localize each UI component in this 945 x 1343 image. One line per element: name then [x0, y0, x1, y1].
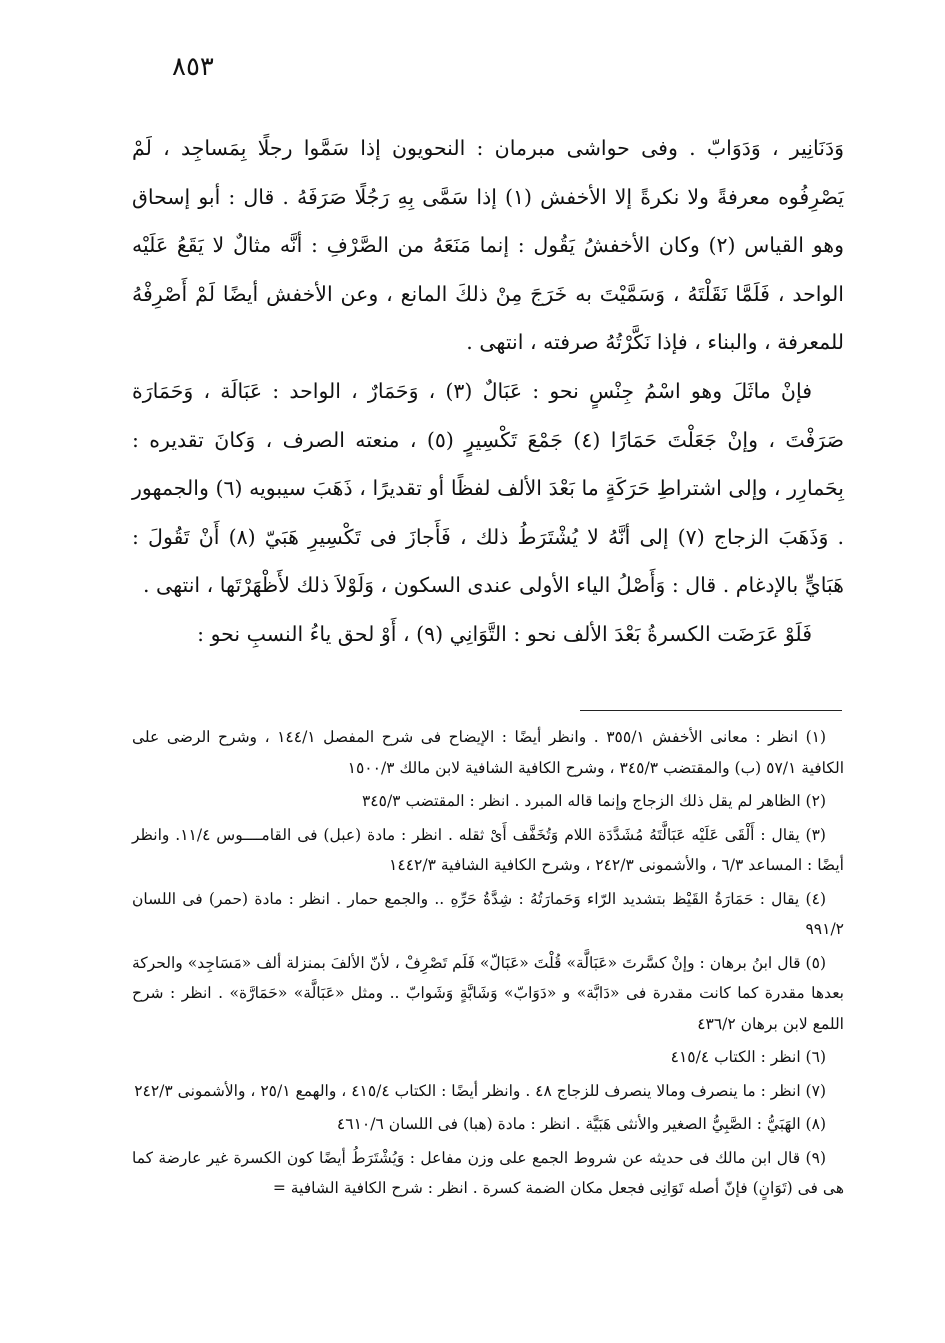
footnote-7: (٧) انظر : ما ينصرف ومالا ينصرف للزجاج ٤٨ . وانظر أيضًا : الكتاب ٤١٥/٤ ، والهمع ٢٥/١ ، والأشمونى ٢٤٢/٣ [134, 1081, 826, 1100]
footnote-5: (٥) قال ابنُ برهان : وإنْ كسَّرتَ «عَبَالَّة» قُلْتَ «عَبَالّ» فَلَم تَصْرِفْ ، لأنّ الألفَ بمنزلة ألف «مَسَاجِد» والحركة بعدها مقدرة كما كانت مقدرة فى «دَابَّة» و «دَوَابّ» وَشَابَّةٍ وَشَوابّ .. ومثل «عَبَالَّة» «حَمَارَّة» . انظر : شرح اللمع لابن برهان ٤٣٦/٢ [132, 953, 844, 1033]
footnote-8: (٨) الهَبَيُّ : الصَّبِيُّ الصغير والأنثى هَبَيَّة . انظر : مادة (هبا) فى اللسان ٤٦١٠/٦ [336, 1115, 826, 1133]
footnote-6: (٦) انظر : الكتاب ٤١٥/٤ [670, 1048, 826, 1066]
footnote-3: (٣) يقال : أَلْقَى عَلَيْه عَبَالَّتَهُ مُشَدَّدَة اللام وَتُخَفَّف أَىْ ثقله . انظر : مادة (عبل) فى القامــــوس ١١/٤. وانظر أيضًا : المساعد ٦/٣ ، والأشمونى ٢٤٢/٣ ، وشرح الكافية الشافية ١٤٤٢/٣ [132, 825, 844, 874]
main-text [132, 124, 844, 659]
footnote-2: (٢) الظاهر لم يقل ذلك الزجاج وإنما قاله المبرد . انظر : المقتضب ٣٤٥/٣ [361, 792, 826, 810]
page-number: ٨٥٣ [172, 52, 214, 82]
body-paragraph: فإنْ ماثَلَ وهو اسْمُ جِنْسٍ نحو : عَبَالٌ (٣) ، وَحَمَارٌ ، الواحد : عَبَالَة ، وَحَمَارَة صَرَفْتَ ، وإنْ جَعَلْتَ حَمَارًا (٤) جَمْعَ تَكْسِيرٍ (٥) ، منعته الصرف ، وَكانَ تقديره : بِحَمارِر ، وإلى اشتراطِ حَرَكَةٍ ما بَعْدَ الألف لفظًا أو تقديرًا ، ذَهَبَ سيبويه (٦) والجمهور . وَذَهَبَ الزجاج (٧) إلى أنَّهُ لا يُشْتَرَطُ ذلك ، فَأَجازَ فى تَكْسِيرِ هَبَيّ (٨) أَنْ تَقُولَ : هَبَايٍّ بالإدغام . قال : وَأَصْلُ الياء الأولى عندى السكون ، وَلَوْلاَ ذلك لأَظْهَرْتَها ، انتهى . [132, 378, 844, 598]
body-paragraph: وَدَنَانِير ، وَدَوَابّ . وفى حواشى مبرمان : النحويون إذا سَمَّوا رجلًا بِمَساجِد ، لَمْ يَصْرِفُوه معرفةً ولا نكرةً إلا الأخفش (١) إذا سَمَّى بِهِ رَجُلًا صَرَفَهُ . قال : أبو إسحاق وهو القياس (٢) وكان الأخفشُ يَقُول : إنما مَنَعَهُ من الصَّرْفِ : أنَّه مثالٌ لا يَقَعُ عَلَيْه الواحد ، فَلَمَّا نَقَلْتَهُ ، وَسَمَّيْتَ به خَرَجَ مِنْ ذلكَ المانع ، وعن الأخفش أيضًا لَمْ أَصْرِفْهُ للمعرفة ، والبناء ، فإذا نَكَّرْتُهُ صرفته ، انتهى . [132, 136, 844, 355]
footnotes [132, 722, 844, 1207]
footnote-1: (١) انظر : معانى الأخفش ٣٥٥/١ . وانظر أيضًا : الإيضاح فى شرح المفصل ١٤٤/١ ، وشرح الرضى على الكافية ٥٧/١ (ب) والمقتضب ٣٤٥/٣ ، وشرح الكافية الشافية لابن مالك ١٥٠٠/٣ [132, 728, 844, 777]
footnote-4: (٤) يقال : حَمَارَةُ القَيْظ بتشديد الرّاء وَحَمارَتُهُ : شِدَّةُ حَرِّهِ .. والجمع حمار . انظر : مادة (حمر) فى اللسان ٩٩١/٢ [132, 889, 844, 938]
footnote-separator [580, 710, 842, 711]
body-paragraph: فَلَوْ عَرَضَت الكسرةُ بَعْدَ الألف نحو : التَّوَانِي (٩) ، أَوْ لحق ياءُ النسبِ نحو : [197, 621, 812, 646]
footnote-9: (٩) قال ابن مالك فى حديثه عن شروط الجمع على وزن مفاعل : وَيُشْتَرَطُ أيضًا كون الكسرة غير عارضة كما هى فى (تَوَانٍ) فإنّ أصله تَوَانِى فجعل مكان الضمة كسرة . انظر : شرح الكافية الشافية = [132, 1148, 844, 1197]
